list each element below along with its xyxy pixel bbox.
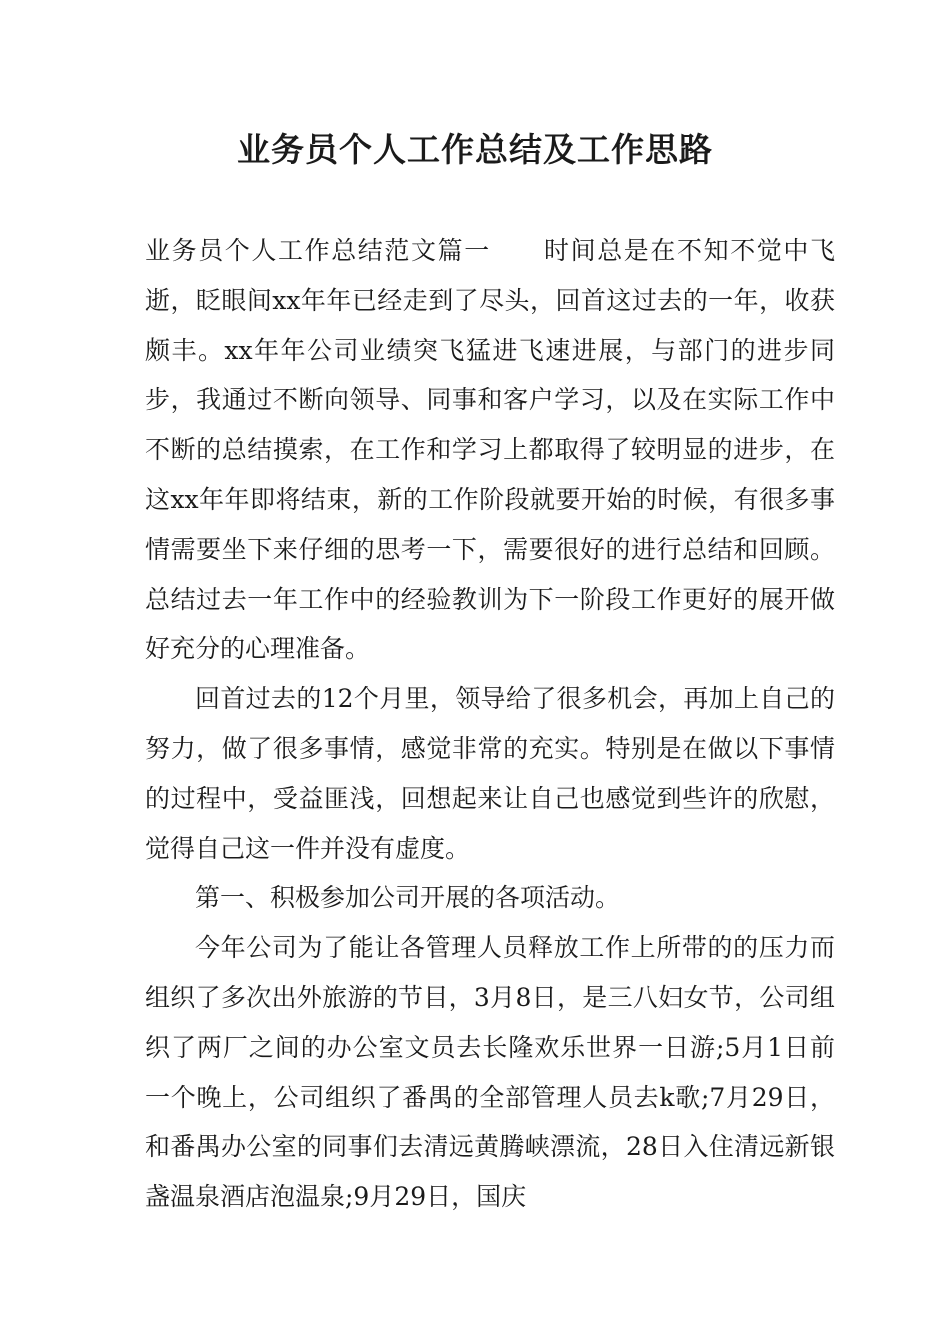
- paragraph-section-heading: 第一、积极参加公司开展的各项活动。: [195, 883, 621, 913]
- document-body: [145, 226, 835, 1222]
- document-title: 业务员个人工作总结及工作思路: [237, 130, 713, 169]
- paragraph-review: 回首过去的12个月里，领导给了很多机会，再加上自己的努力，做了很多事情，感觉非常的充实。特别是在做以下事情的过程中，受益匪浅，回想起来让自己也感觉到些许的欣慰，觉得自己这一件并没有虚度。: [145, 684, 835, 863]
- paragraph-intro: 业务员个人工作总结范文篇一 时间总是在不知不觉中飞逝，眨眼间xx年年已经走到了尽头，回首这过去的一年，收获颇丰。xx年年公司业绩突飞猛进飞速进展，与部门的进步同步，我通过不断向领导、同事和客户学习，以及在实际工作中不断的总结摸索，在工作和学习上都取得了较明显的进步，在这xx年年即将结束，新的工作阶段就要开始的时候，有很多事情需要坐下来仔细的思考一下，需要很好的进行总结和回顾。总结过去一年工作中的经验教训为下一阶段工作更好的展开做好充分的心理准备。: [145, 236, 835, 664]
- paragraph-activities: 今年公司为了能让各管理人员释放工作上所带的的压力而组织了多次出外旅游的节目，3月8日，是三八妇女节，公司组织了两厂之间的办公室文员去长隆欢乐世界一日游;5月1日前一个晚上，公司组织了番禺的全部管理人员去k歌;7月29日，和番禺办公室的同事们去清远黄腾峡漂流，28日入住清远新银盏温泉酒店泡温泉;9月29日，国庆: [145, 933, 835, 1212]
